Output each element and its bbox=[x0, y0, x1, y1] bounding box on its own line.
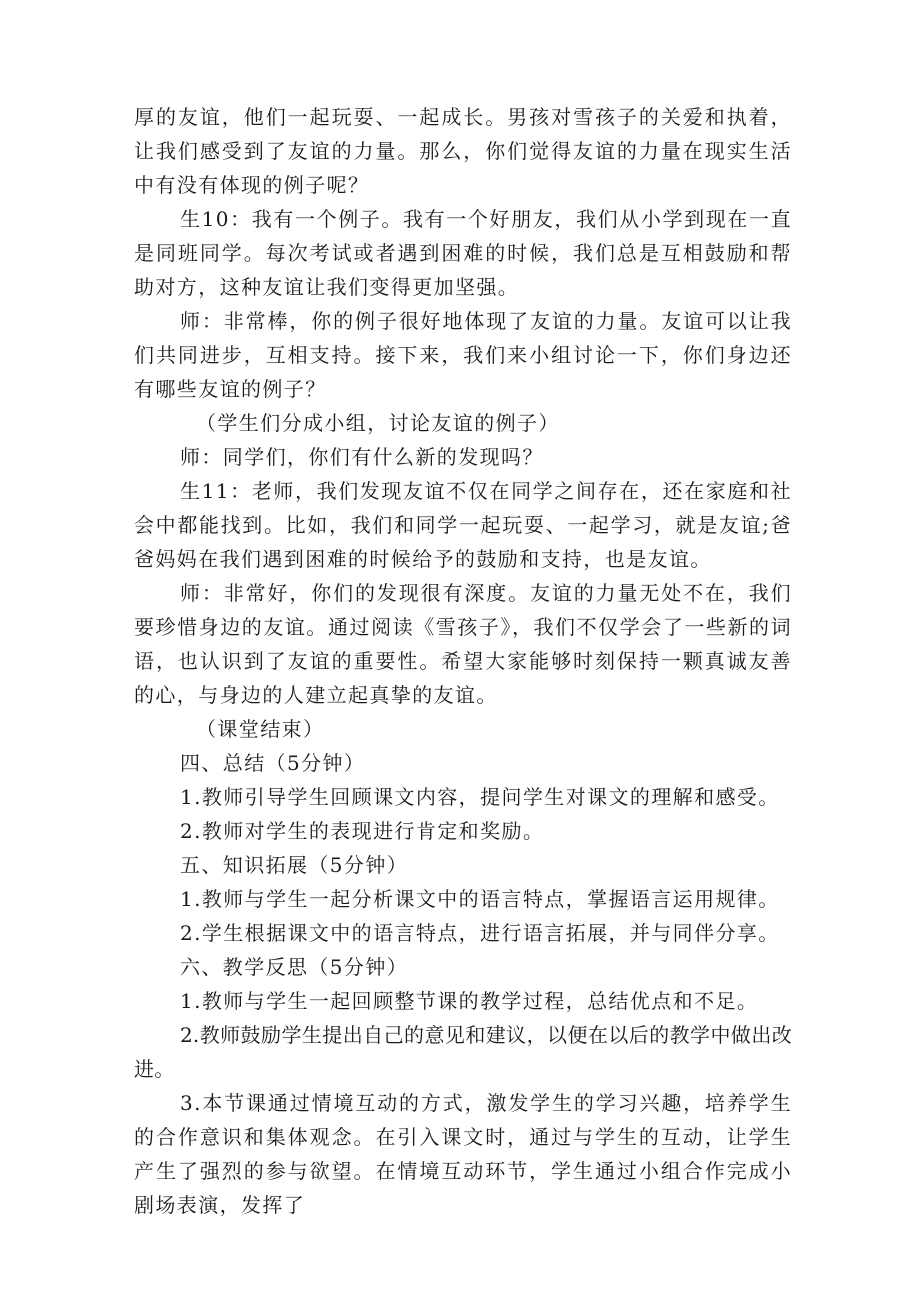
section-heading-reflection: 六、教学反思（5分钟） bbox=[180, 955, 409, 979]
list-item: 1.教师引导学生回顾课文内容，提问学生对课文的理解和感受。 bbox=[180, 785, 780, 809]
stage-direction: （学生们分成小组，讨论友谊的例子） bbox=[196, 411, 560, 435]
section-heading-summary: 四、总结（5分钟） bbox=[180, 751, 366, 775]
paragraph-student-10: 生10：我有一个例子。我有一个好朋友，我们从小学到现在一直是同班同学。每次考试或者遇到困难的时候，我们总是互相鼓励和帮助对方，这种友谊让我们变得更加坚强。 bbox=[134, 207, 792, 299]
paragraph-student-11: 生11：老师，我们发现友谊不仅在同学之间存在，还在家庭和社会中都能找到。比如，我们和同学一起玩耍、一起学习，就是友谊;爸爸妈妈在我们遇到困难的时候给予的鼓励和支持，也是友谊。 bbox=[134, 479, 792, 571]
paragraph-teacher: 师：非常棒，你的例子很好地体现了友谊的力量。友谊可以让我们共同进步，互相支持。接下来，我们来小组讨论一下，你们身边还有哪些友谊的例子？ bbox=[134, 309, 792, 401]
list-item: 2.教师对学生的表现进行肯定和奖励。 bbox=[180, 819, 545, 843]
paragraph-continuation: 厚的友谊，他们一起玩耍、一起成长。男孩对雪孩子的关爱和执着，让我们感受到了友谊的力量。那么，你们觉得友谊的力量在现实生活中有没有体现的例子呢？ bbox=[134, 105, 792, 197]
paragraph-teacher: 师：同学们，你们有什么新的发现吗？ bbox=[180, 445, 544, 469]
paragraph-teacher: 师：非常好，你们的发现很有深度。友谊的力量无处不在，我们要珍惜身边的友谊。通过阅读《雪孩子》，我们不仅学会了一些新的词语，也认识到了友谊的重要性。希望大家能够时刻保持一颗真诚友善的心，与身边的人建立起真挚的友谊。 bbox=[134, 581, 792, 707]
stage-direction: （课堂结束） bbox=[196, 717, 325, 741]
section-heading-extension: 五、知识拓展（5分钟） bbox=[180, 853, 409, 877]
list-item: 3.本节课通过情境互动的方式，激发学生的学习兴趣，培养学生的合作意识和集体观念。在引入课文时，通过与学生的互动，让学生产生了强烈的参与欲望。在情境互动环节，学生通过小组合作完成小剧场表演，发挥了 bbox=[134, 1091, 792, 1217]
list-item: 2.教师鼓励学生提出自己的意见和建议，以便在以后的教学中做出改进。 bbox=[134, 1023, 792, 1081]
list-item: 1.教师与学生一起回顾整节课的教学过程，总结优点和不足。 bbox=[180, 989, 759, 1013]
list-item: 2.学生根据课文中的语言特点，进行语言拓展，并与同伴分享。 bbox=[180, 921, 780, 945]
document-page bbox=[134, 100, 792, 1222]
list-item: 1.教师与学生一起分析课文中的语言特点，掌握语言运用规律。 bbox=[180, 887, 780, 911]
